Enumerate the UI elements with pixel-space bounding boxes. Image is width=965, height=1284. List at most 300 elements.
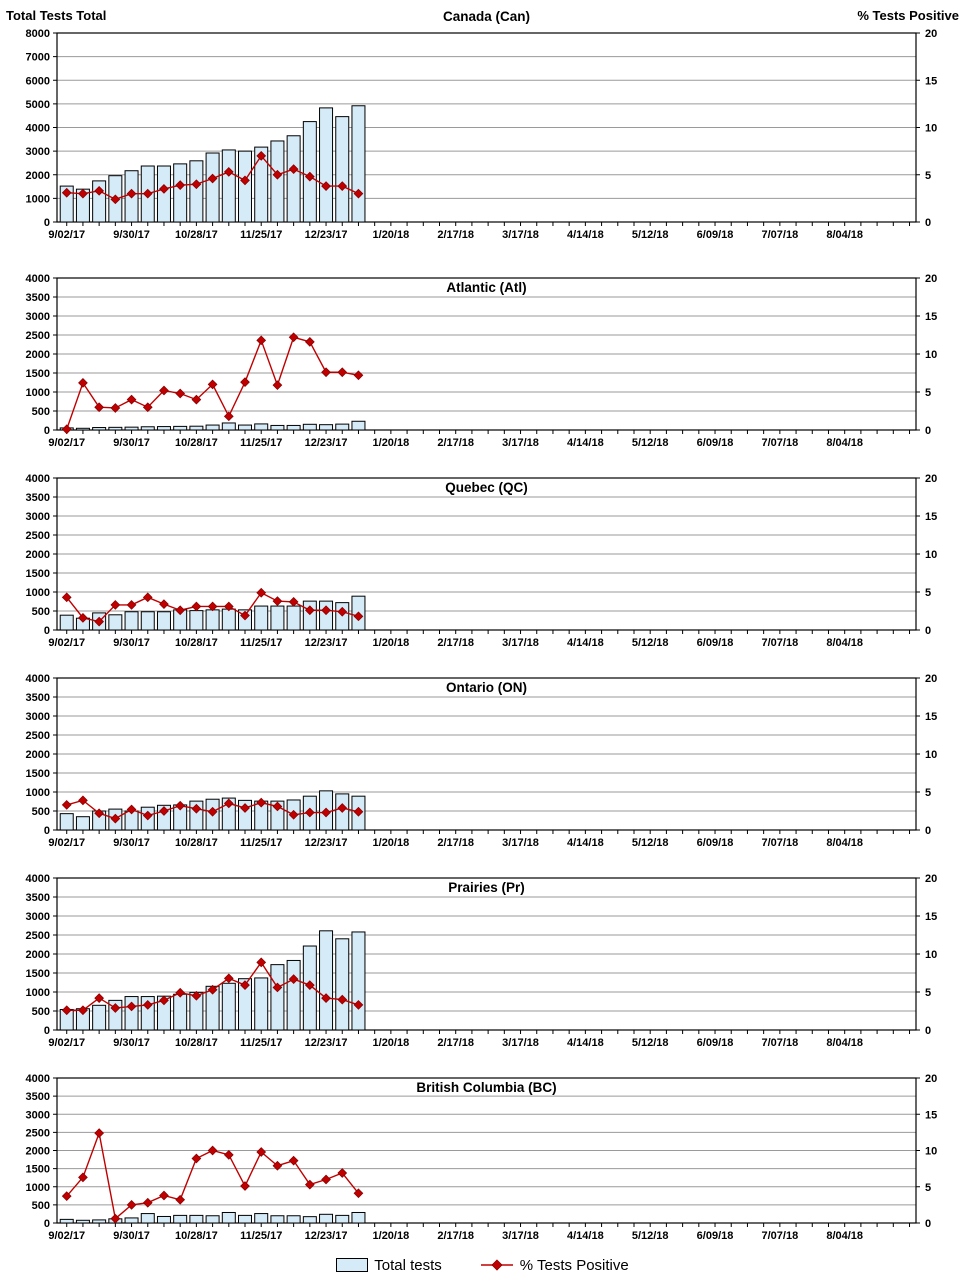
- bar: [174, 426, 187, 430]
- bar: [239, 425, 252, 430]
- right-axis-group: [916, 473, 937, 637]
- left-tick-label: 3500: [25, 892, 50, 904]
- data-point-diamond: [62, 801, 71, 810]
- chart-svg-1: [0, 250, 965, 450]
- x-tick-label: 9/02/17: [48, 437, 86, 449]
- right-tick-label: 15: [925, 75, 938, 88]
- left-tick-label: 5000: [25, 98, 50, 111]
- data-point-diamond: [79, 379, 88, 388]
- x-tick-label: 6/09/18: [696, 637, 734, 649]
- x-tick-label: 10/28/17: [174, 1037, 218, 1049]
- x-tick-label: 9/30/17: [113, 229, 150, 241]
- x-tick-label: 1/20/18: [372, 1037, 410, 1049]
- x-tick-label: 4/14/18: [567, 637, 604, 649]
- bar: [352, 106, 365, 222]
- left-tick-label: 1500: [25, 768, 50, 780]
- bar: [93, 1005, 106, 1030]
- bar: [206, 153, 219, 222]
- bar: [222, 609, 235, 630]
- bar: [255, 1214, 268, 1223]
- bar: [320, 108, 333, 222]
- x-tick-label: 11/25/17: [240, 637, 283, 649]
- bar: [174, 164, 187, 222]
- left-tick-label: 500: [31, 1006, 50, 1018]
- bar: [206, 425, 219, 430]
- x-tick-label: 6/09/18: [696, 1230, 734, 1242]
- right-tick-label: 10: [925, 1145, 938, 1158]
- bar: [206, 1216, 219, 1223]
- bar: [320, 931, 333, 1030]
- chart-svg-4: [0, 850, 965, 1050]
- chart-svg-0: [0, 0, 965, 250]
- x-tick-label: 5/12/18: [631, 437, 669, 449]
- bars-group: [60, 596, 365, 630]
- bar: [336, 117, 349, 222]
- x-tick-label: 11/25/17: [240, 229, 283, 241]
- left-tick-label: 0: [43, 217, 50, 229]
- bar: [76, 817, 89, 830]
- data-point-diamond: [143, 593, 152, 602]
- bar: [141, 427, 154, 430]
- total-tests-swatch-icon: [336, 1258, 368, 1272]
- right-tick-label: 15: [925, 511, 938, 523]
- left-tick-label: 3500: [25, 292, 50, 304]
- left-tick-label: 2500: [25, 730, 50, 742]
- bar: [222, 423, 235, 430]
- gridlines-group: [57, 697, 916, 811]
- data-point-diamond: [160, 600, 169, 609]
- bar: [190, 426, 203, 430]
- left-tick-label: 4000: [25, 1073, 50, 1085]
- left-tick-label: 3000: [25, 146, 50, 159]
- right-tick-label: 15: [925, 911, 938, 923]
- right-tick-label: 20: [925, 873, 938, 885]
- left-axis-group: [26, 1073, 57, 1230]
- left-axis-title: Total Tests Total: [6, 8, 107, 23]
- bar: [222, 983, 235, 1030]
- left-tick-label: 3500: [25, 1091, 50, 1104]
- chart-legend: [0, 1246, 965, 1284]
- bar: [222, 150, 235, 222]
- data-point-diamond: [273, 597, 282, 606]
- bar: [157, 1216, 170, 1223]
- left-tick-label: 1500: [25, 1163, 50, 1176]
- bar: [287, 136, 300, 222]
- chart-block-atlantic: [0, 250, 965, 450]
- x-tick-label: 1/20/18: [372, 437, 410, 449]
- x-tick-label: 6/09/18: [696, 1037, 734, 1049]
- bar: [271, 965, 284, 1030]
- x-tick-label: 12/23/17: [304, 637, 348, 649]
- left-tick-label: 7000: [25, 51, 50, 64]
- chart-title: Canada (Can): [442, 9, 531, 24]
- right-tick-label: 15: [925, 1109, 938, 1122]
- bar: [157, 612, 170, 630]
- bar: [352, 1212, 365, 1223]
- data-point-diamond: [143, 1198, 152, 1207]
- left-tick-label: 2000: [25, 549, 50, 561]
- x-tick-label: 9/30/17: [113, 637, 150, 649]
- x-tick-label: 4/14/18: [567, 437, 604, 449]
- left-tick-label: 2000: [25, 949, 50, 961]
- bar: [239, 151, 252, 222]
- chart-title: Quebec (QC): [445, 480, 528, 495]
- bar: [190, 611, 203, 630]
- right-tick-label: 10: [925, 349, 938, 361]
- bar: [303, 424, 316, 430]
- x-tick-label: 9/02/17: [48, 1230, 86, 1242]
- data-point-diamond: [62, 425, 71, 434]
- data-point-diamond: [225, 1151, 234, 1160]
- legend-item-pct-positive: [480, 1257, 629, 1274]
- bar: [125, 427, 138, 430]
- data-point-diamond: [95, 403, 104, 412]
- bar: [141, 1214, 154, 1223]
- right-axis-group: [916, 28, 937, 229]
- x-tick-label: 10/28/17: [174, 837, 218, 849]
- x-tick-label: 10/28/17: [174, 1230, 218, 1242]
- line-group: [62, 333, 362, 434]
- x-tick-label: 7/07/18: [761, 1230, 799, 1242]
- left-tick-label: 6000: [25, 75, 50, 88]
- x-tick-label: 4/14/18: [567, 837, 604, 849]
- bar: [93, 1220, 106, 1223]
- bar: [222, 1212, 235, 1223]
- left-tick-label: 0: [43, 425, 50, 437]
- data-point-diamond: [322, 368, 331, 377]
- right-tick-label: 5: [925, 787, 932, 799]
- left-tick-label: 2500: [25, 530, 50, 542]
- chart-block-quebec: [0, 450, 965, 650]
- right-tick-label: 5: [925, 387, 932, 399]
- data-point-diamond: [289, 598, 298, 607]
- chart-svg-3: [0, 650, 965, 850]
- left-tick-label: 1000: [25, 387, 50, 399]
- bar: [287, 606, 300, 630]
- data-point-diamond: [306, 338, 315, 347]
- x-tick-label: 1/20/18: [372, 1230, 410, 1242]
- left-axis-group: [26, 273, 57, 437]
- x-tick-label: 5/12/18: [631, 229, 669, 241]
- right-axis-group: [916, 273, 937, 437]
- x-tick-label: 3/17/18: [502, 1037, 539, 1049]
- bar: [271, 141, 284, 222]
- bar: [190, 161, 203, 222]
- data-point-diamond: [289, 333, 298, 342]
- data-point-diamond: [225, 974, 234, 983]
- data-point-diamond: [225, 412, 234, 421]
- chart-title: Ontario (ON): [446, 680, 527, 695]
- chart-block-british-columbia: [0, 1050, 965, 1246]
- x-tick-label: 8/04/18: [826, 229, 864, 241]
- x-tick-label: 1/20/18: [372, 837, 410, 849]
- gridlines-group: [57, 1096, 916, 1205]
- left-tick-label: 500: [31, 806, 50, 818]
- x-tick-label: 9/30/17: [113, 1037, 150, 1049]
- x-tick-label: 5/12/18: [631, 1037, 669, 1049]
- x-tick-label: 8/04/18: [826, 837, 864, 849]
- left-tick-label: 500: [31, 606, 50, 618]
- right-tick-label: 0: [925, 1218, 932, 1230]
- x-tick-label: 8/04/18: [826, 437, 864, 449]
- chart-block-canada: [0, 0, 965, 250]
- bar: [303, 1217, 316, 1223]
- left-tick-label: 2500: [25, 330, 50, 342]
- x-tick-label: 7/07/18: [761, 1037, 799, 1049]
- x-tick-label: 9/30/17: [113, 437, 150, 449]
- left-tick-label: 8000: [25, 28, 50, 40]
- x-tick-label: 4/14/18: [567, 1037, 604, 1049]
- left-tick-label: 3000: [25, 711, 50, 723]
- x-tick-label: 12/23/17: [304, 437, 348, 449]
- x-tick-label: 2/17/18: [437, 229, 475, 241]
- data-point-diamond: [257, 588, 266, 597]
- x-tick-label: 7/07/18: [761, 229, 799, 241]
- left-tick-label: 0: [43, 1218, 50, 1230]
- x-tick-label: 12/23/17: [304, 1037, 348, 1049]
- bar: [287, 960, 300, 1030]
- x-tick-label: 9/02/17: [48, 637, 86, 649]
- left-tick-label: 0: [43, 625, 50, 637]
- left-tick-label: 3500: [25, 492, 50, 504]
- x-tick-label: 1/20/18: [372, 637, 410, 649]
- right-tick-label: 0: [925, 625, 932, 637]
- left-tick-label: 1000: [25, 787, 50, 799]
- left-axis-group: [26, 28, 57, 229]
- data-point-diamond: [176, 389, 185, 398]
- x-tick-label: 4/14/18: [567, 1230, 604, 1242]
- left-tick-label: 3000: [25, 1109, 50, 1122]
- right-tick-label: 5: [925, 587, 932, 599]
- bar: [287, 1216, 300, 1223]
- x-tick-label: 6/09/18: [696, 437, 734, 449]
- x-tick-label: 9/30/17: [113, 837, 150, 849]
- data-point-diamond: [192, 602, 201, 611]
- x-axis-group: [48, 1030, 909, 1049]
- chart-block-ontario: [0, 650, 965, 850]
- x-tick-label: 10/28/17: [174, 229, 218, 241]
- x-tick-label: 12/23/17: [304, 1230, 348, 1242]
- left-tick-label: 1500: [25, 368, 50, 380]
- bars-group: [60, 1212, 365, 1223]
- left-tick-label: 4000: [25, 673, 50, 685]
- bar: [320, 1214, 333, 1223]
- bar: [190, 1215, 203, 1223]
- x-tick-label: 7/07/18: [761, 437, 799, 449]
- bar: [255, 978, 268, 1030]
- right-axis-group: [916, 873, 937, 1037]
- x-tick-label: 2/17/18: [437, 437, 475, 449]
- left-tick-label: 4000: [25, 873, 50, 885]
- x-tick-label: 3/17/18: [502, 837, 539, 849]
- right-tick-label: 15: [925, 711, 938, 723]
- right-tick-label: 20: [925, 28, 938, 40]
- x-tick-label: 10/28/17: [174, 637, 218, 649]
- bar: [255, 606, 268, 630]
- left-tick-label: 2000: [25, 169, 50, 182]
- x-tick-label: 7/07/18: [761, 837, 799, 849]
- left-axis-group: [26, 673, 57, 837]
- gridlines-group: [57, 297, 916, 411]
- bars-group: [60, 421, 365, 430]
- bars-group: [60, 931, 365, 1030]
- x-tick-label: 6/09/18: [696, 229, 734, 241]
- bar: [157, 427, 170, 430]
- bar: [271, 1216, 284, 1223]
- chart-title: Atlantic (Atl): [446, 280, 527, 295]
- bar: [336, 939, 349, 1030]
- left-tick-label: 1000: [25, 987, 50, 999]
- left-tick-label: 1500: [25, 568, 50, 580]
- data-point-diamond: [273, 381, 282, 390]
- bar: [157, 166, 170, 222]
- bar: [271, 425, 284, 430]
- x-tick-label: 5/12/18: [631, 1230, 669, 1242]
- data-point-diamond: [322, 1175, 331, 1184]
- x-tick-label: 9/02/17: [48, 1037, 86, 1049]
- right-axis-title: % Tests Positive: [857, 8, 959, 23]
- left-tick-label: 1500: [25, 968, 50, 980]
- chart-block-prairies: [0, 850, 965, 1050]
- left-tick-label: 2500: [25, 1127, 50, 1140]
- bar: [125, 612, 138, 630]
- x-tick-label: 11/25/17: [240, 1230, 283, 1242]
- data-point-diamond: [241, 1182, 250, 1191]
- left-tick-label: 500: [31, 406, 50, 418]
- x-tick-label: 8/04/18: [826, 1230, 864, 1242]
- pct-positive-line-icon: [480, 1259, 514, 1271]
- x-tick-label: 11/25/17: [240, 1037, 283, 1049]
- x-tick-label: 12/23/17: [304, 837, 348, 849]
- legend-pct-positive-label: % Tests Positive: [519, 1256, 629, 1274]
- left-tick-label: 1000: [25, 193, 50, 206]
- x-tick-label: 9/02/17: [48, 229, 86, 241]
- x-axis-group: [48, 430, 909, 449]
- data-point-diamond: [257, 958, 266, 967]
- right-tick-label: 20: [925, 1073, 938, 1085]
- right-tick-label: 15: [925, 311, 938, 323]
- left-tick-label: 3000: [25, 311, 50, 323]
- right-tick-label: 10: [925, 549, 938, 561]
- left-tick-label: 4000: [25, 473, 50, 485]
- chart-title: Prairies (Pr): [448, 880, 525, 895]
- bar: [239, 1215, 252, 1223]
- right-tick-label: 5: [925, 169, 932, 182]
- data-point-diamond: [289, 1156, 298, 1165]
- x-tick-label: 6/09/18: [696, 837, 734, 849]
- bar: [206, 610, 219, 630]
- right-tick-label: 5: [925, 987, 932, 999]
- bar: [336, 424, 349, 430]
- x-tick-label: 5/12/18: [631, 637, 669, 649]
- left-tick-label: 2000: [25, 349, 50, 361]
- x-axis-group: [48, 1223, 909, 1242]
- x-axis-group: [48, 830, 909, 849]
- bar: [287, 425, 300, 430]
- chart-svg-2: [0, 450, 965, 650]
- bar: [60, 1219, 73, 1223]
- left-axis-group: [26, 473, 57, 637]
- line-group: [62, 1129, 362, 1223]
- bar: [109, 427, 122, 430]
- bar: [125, 1218, 138, 1223]
- x-tick-label: 3/17/18: [502, 229, 539, 241]
- gridlines-group: [57, 497, 916, 611]
- x-tick-label: 8/04/18: [826, 1037, 864, 1049]
- x-tick-label: 2/17/18: [437, 1037, 475, 1049]
- left-tick-label: 2000: [25, 1145, 50, 1158]
- right-tick-label: 5: [925, 1181, 932, 1194]
- bar: [174, 1215, 187, 1223]
- x-tick-label: 11/25/17: [240, 437, 283, 449]
- bar: [255, 424, 268, 430]
- legend-total-tests-label: Total tests: [374, 1256, 442, 1274]
- x-tick-label: 10/28/17: [174, 437, 218, 449]
- left-tick-label: 2500: [25, 930, 50, 942]
- left-axis-group: [26, 873, 57, 1037]
- bar: [352, 932, 365, 1030]
- x-tick-label: 3/17/18: [502, 437, 539, 449]
- left-tick-label: 4000: [25, 273, 50, 285]
- x-tick-label: 11/25/17: [240, 837, 283, 849]
- data-point-diamond: [338, 368, 347, 377]
- x-tick-label: 2/17/18: [437, 1230, 475, 1242]
- right-tick-label: 10: [925, 122, 938, 135]
- data-point-diamond: [176, 1196, 185, 1205]
- left-tick-label: 3500: [25, 692, 50, 704]
- left-tick-label: 3000: [25, 911, 50, 923]
- x-tick-label: 5/12/18: [631, 837, 669, 849]
- data-point-diamond: [257, 336, 266, 345]
- data-point-diamond: [241, 378, 250, 387]
- data-point-diamond: [127, 601, 136, 610]
- bar: [60, 615, 73, 630]
- data-point-diamond: [192, 1154, 201, 1163]
- x-tick-label: 9/30/17: [113, 1230, 150, 1242]
- right-tick-label: 0: [925, 425, 932, 437]
- bar: [76, 428, 89, 430]
- x-tick-label: 12/23/17: [304, 229, 348, 241]
- x-tick-label: 4/14/18: [567, 229, 604, 241]
- right-tick-label: 10: [925, 949, 938, 961]
- bar: [174, 994, 187, 1030]
- right-axis-group: [916, 673, 937, 837]
- right-tick-label: 10: [925, 749, 938, 761]
- chart-title: British Columbia (BC): [416, 1080, 557, 1095]
- x-tick-label: 9/02/17: [48, 837, 86, 849]
- data-point-diamond: [354, 371, 363, 380]
- right-tick-label: 20: [925, 273, 938, 285]
- right-tick-label: 0: [925, 1025, 932, 1037]
- left-tick-label: 500: [31, 1199, 50, 1212]
- left-tick-label: 2000: [25, 749, 50, 761]
- x-tick-label: 3/17/18: [502, 637, 539, 649]
- chart-svg-5: [0, 1050, 965, 1246]
- bar: [76, 1220, 89, 1223]
- bar: [60, 814, 73, 830]
- right-tick-label: 20: [925, 673, 938, 685]
- x-tick-label: 8/04/18: [826, 637, 864, 649]
- x-tick-label: 3/17/18: [502, 1230, 539, 1242]
- right-tick-label: 20: [925, 473, 938, 485]
- x-tick-label: 1/20/18: [372, 229, 410, 241]
- x-tick-label: 2/17/18: [437, 637, 475, 649]
- legend-item-total-tests: [336, 1257, 442, 1274]
- right-axis-group: [916, 1073, 937, 1230]
- data-point-diamond: [306, 1180, 315, 1189]
- left-tick-label: 0: [43, 1025, 50, 1037]
- left-tick-label: 0: [43, 825, 50, 837]
